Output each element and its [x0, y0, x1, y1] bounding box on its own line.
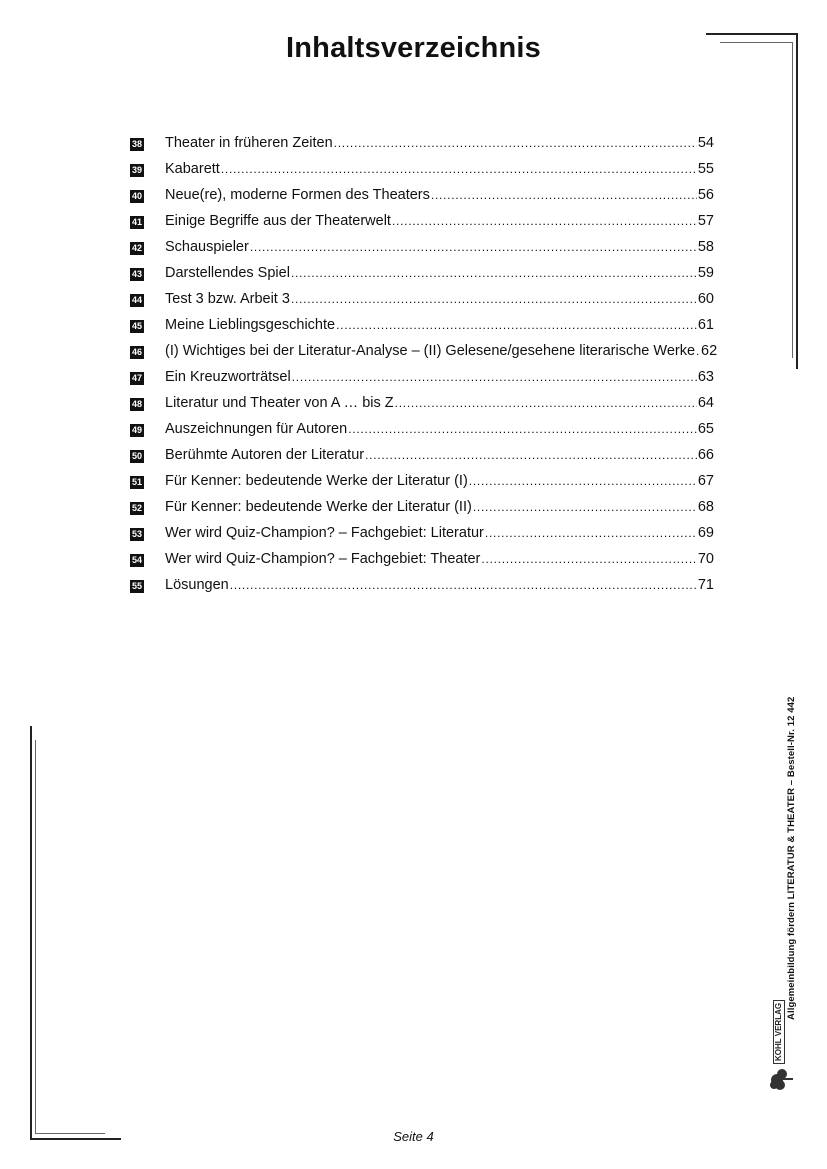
chapter-number-badge: 54 [131, 554, 142, 565]
toc-entry [130, 392, 714, 418]
toc-entry-page: 67 [697, 473, 714, 489]
toc-entry-page: 61 [697, 317, 714, 333]
toc-entry [130, 522, 714, 548]
toc-entry-page: 65 [697, 421, 714, 437]
dot-leader [336, 314, 697, 336]
toc-entry [130, 262, 714, 288]
dot-leader [392, 210, 697, 232]
toc-entry-title: Theater in früheren Zeiten [165, 135, 333, 151]
chapter-number-badge: 39 [131, 164, 142, 175]
toc-entry-title: Berühmte Autoren der Literatur [165, 447, 365, 463]
dot-leader [481, 548, 696, 570]
toc-entry [130, 184, 714, 210]
table-of-contents [130, 132, 718, 600]
toc-entry [130, 288, 714, 314]
toc-entry-title: (I) Wichtiges bei der Literatur-Analyse – (II) Gelesene/gesehene literarische Werke [165, 343, 696, 359]
toc-entry-page: 69 [697, 525, 714, 541]
toc-entry-page: 54 [697, 135, 714, 151]
publisher-logo-text: KOHL VERLAG [773, 1000, 785, 1064]
toc-entry [130, 444, 714, 470]
toc-entry-title: Lösungen [165, 577, 229, 593]
chapter-number-badge: 43 [131, 268, 142, 279]
page-number: Seite 4 [393, 1129, 434, 1144]
chapter-number-badge: 45 [131, 320, 142, 331]
toc-entry [130, 340, 718, 366]
toc-entry-title: Schauspieler [165, 239, 249, 255]
toc-entry [130, 496, 714, 522]
toc-entry [130, 574, 714, 600]
toc-entry-page: 59 [697, 265, 714, 281]
dot-leader [696, 340, 700, 362]
dot-leader [473, 496, 697, 518]
toc-entry [130, 132, 714, 158]
toc-entry-title: Kabarett [165, 161, 220, 177]
chapter-number-badge: 51 [131, 476, 142, 487]
frame-line-top-outer [706, 33, 797, 35]
dot-leader [348, 418, 697, 440]
dot-leader [221, 158, 697, 180]
frame-line-right-inner [792, 42, 793, 358]
chapter-number-badge: 40 [131, 190, 142, 201]
toc-entry-title: Test 3 bzw. Arbeit 3 [165, 291, 290, 307]
frame-line-left-outer [30, 726, 32, 1140]
toc-entry-title: Für Kenner: bedeutende Werke der Literatur (II) [165, 499, 472, 515]
dot-leader [230, 574, 697, 596]
toc-entry [130, 548, 714, 574]
toc-entry-title: Wer wird Quiz-Champion? – Fachgebiet: Theater [165, 551, 481, 567]
toc-entry-page: 57 [697, 213, 714, 229]
toc-entry [130, 210, 714, 236]
frame-line-right-outer [796, 33, 798, 369]
chapter-number-badge: 47 [131, 372, 142, 383]
toc-entry [130, 158, 714, 184]
toc-entry-title: Meine Lieblingsgeschichte [165, 317, 336, 333]
dot-leader [395, 392, 697, 414]
chapter-number-badge: 46 [131, 346, 142, 357]
toc-entry-page: 55 [697, 161, 714, 177]
toc-entry [130, 418, 714, 444]
dot-leader [292, 366, 697, 388]
toc-entry [130, 314, 714, 340]
toc-entry-page: 66 [697, 447, 714, 463]
toc-entry-page: 60 [697, 291, 714, 307]
toc-entry-page: 64 [697, 395, 714, 411]
dot-leader [431, 184, 697, 206]
toc-entry-title: Ein Kreuzworträtsel [165, 369, 291, 385]
dot-leader [485, 522, 697, 544]
chapter-number-badge: 52 [131, 502, 142, 513]
dot-leader [365, 444, 697, 466]
dot-leader [334, 132, 697, 154]
toc-entry-page: 56 [697, 187, 714, 203]
chapter-number-badge: 55 [131, 580, 142, 591]
chapter-number-badge: 53 [131, 528, 142, 539]
page-title: Inhaltsverzeichnis [285, 32, 542, 64]
dot-leader [291, 288, 697, 310]
toc-entry-page: 71 [697, 577, 714, 593]
toc-entry-title: Neue(re), moderne Formen des Theaters [165, 187, 430, 203]
toc-entry-title: Einige Begriffe aus der Theaterwelt [165, 213, 391, 229]
toc-entry-title: Auszeichnungen für Autoren [165, 421, 348, 437]
toc-entry-page: 62 [701, 343, 718, 359]
dot-leader [291, 262, 697, 284]
dot-leader [250, 236, 697, 258]
chapter-number-badge: 49 [131, 424, 142, 435]
sidebar-publication-info: Allgemeinbildung fördern LITERATUR & THEATER – Bestell-Nr. 12 442 [786, 696, 797, 1020]
frame-line-left-inner [35, 740, 36, 1134]
toc-entry [130, 366, 714, 392]
toc-entry-page: 58 [697, 239, 714, 255]
toc-entry [130, 470, 714, 496]
toc-entry [130, 236, 714, 262]
toc-entry-page: 70 [697, 551, 714, 567]
chapter-number-badge: 38 [131, 138, 142, 149]
toc-entry-title: Für Kenner: bedeutende Werke der Literatur (I) [165, 473, 468, 489]
chapter-number-badge: 42 [131, 242, 142, 253]
chapter-number-badge: 50 [131, 450, 142, 461]
toc-entry-title: Darstellendes Spiel [165, 265, 290, 281]
dot-leader [469, 470, 697, 492]
frame-line-top-inner [720, 42, 792, 43]
toc-entry-title: Literatur und Theater von A … bis Z [165, 395, 394, 411]
chapter-number-badge: 48 [131, 398, 142, 409]
toc-entry-page: 63 [697, 369, 714, 385]
chapter-number-badge: 41 [131, 216, 142, 227]
chapter-number-badge: 44 [131, 294, 142, 305]
toc-entry-title: Wer wird Quiz-Champion? – Fachgebiet: Literatur [165, 525, 484, 541]
toc-entry-page: 68 [697, 499, 714, 515]
